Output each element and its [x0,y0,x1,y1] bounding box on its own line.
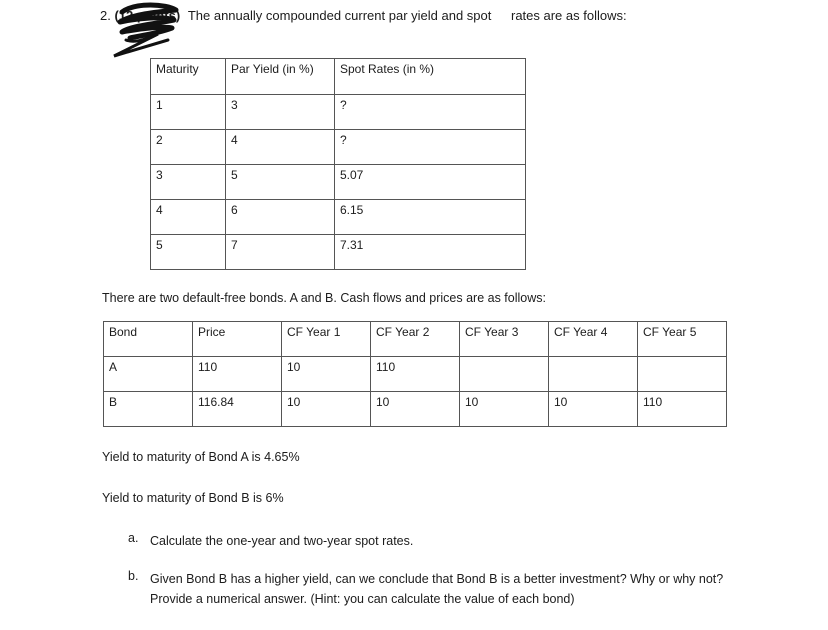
header-price: Price [193,322,282,357]
table-header-row [104,322,727,357]
header-par-yield: Par Yield (in %) [226,59,335,95]
cell-spot-rate: ? [335,95,526,130]
question-number: 2. [100,8,111,23]
header-cf-year-4: CF Year 4 [549,322,638,357]
header-cf-year-1: CF Year 1 [282,322,371,357]
cell-par-yield: 6 [226,200,335,235]
header-spot-rates: Spot Rates (in %) [335,59,526,95]
cell-maturity: 3 [151,165,226,200]
table-row [104,392,727,427]
cell-par-yield: 3 [226,95,335,130]
cell-spot-rate: ? [335,130,526,165]
cell-par-yield: 5 [226,165,335,200]
header-cf-year-3: CF Year 3 [460,322,549,357]
spot-rate-table [150,58,526,270]
part-text: Given Bond B has a higher yield, can we conclude that Bond B is a better investment? Why or why not? Provide a numerical answer. (Hint: you can calculate the value of each bond) [150,572,724,606]
bond-cashflow-table [103,321,727,427]
cell-cf: 10 [549,392,638,427]
table-row [151,165,526,200]
cell-maturity: 1 [151,95,226,130]
table-header-row [151,59,526,95]
ytm-bond-b: Yield to maturity of Bond B is 6% [102,491,284,505]
cell-bond: B [104,392,193,427]
cell-price: 110 [193,357,282,392]
cell-cf: 10 [460,392,549,427]
part-label: b. [128,569,139,583]
cell-cf: 110 [371,357,460,392]
cell-cf [638,357,727,392]
ytm-bond-a: Yield to maturity of Bond A is 4.65% [102,450,300,464]
cell-maturity: 2 [151,130,226,165]
cell-spot-rate: 6.15 [335,200,526,235]
cell-spot-rate: 5.07 [335,165,526,200]
table-row [151,200,526,235]
cell-spot-rate: 7.31 [335,235,526,270]
header-bond: Bond [104,322,193,357]
part-text: Calculate the one-year and two-year spot rates. [150,534,414,548]
table-row [104,357,727,392]
cell-par-yield: 4 [226,130,335,165]
cell-par-yield: 7 [226,235,335,270]
cell-maturity: 5 [151,235,226,270]
cell-bond: A [104,357,193,392]
cell-price: 116.84 [193,392,282,427]
cell-cf: 110 [638,392,727,427]
header-maturity: Maturity [151,59,226,95]
cell-cf [460,357,549,392]
part-label: a. [128,531,139,545]
cell-cf [549,357,638,392]
question-points: (12 points) [114,8,181,23]
question-intro-end: rates are as follows: [510,8,627,23]
table-row [151,235,526,270]
cell-cf: 10 [371,392,460,427]
question-intro: The annually compounded current par yield and spot [187,8,492,23]
scribble-mark [108,0,188,58]
header-cf-year-2: CF Year 2 [371,322,460,357]
table-row [151,130,526,165]
cell-maturity: 4 [151,200,226,235]
bond-intro-text: There are two default-free bonds. A and B. Cash flows and prices are as follows: [102,291,546,305]
cell-cf: 10 [282,392,371,427]
cell-cf: 10 [282,357,371,392]
table-row [151,95,526,130]
header-cf-year-5: CF Year 5 [638,322,727,357]
